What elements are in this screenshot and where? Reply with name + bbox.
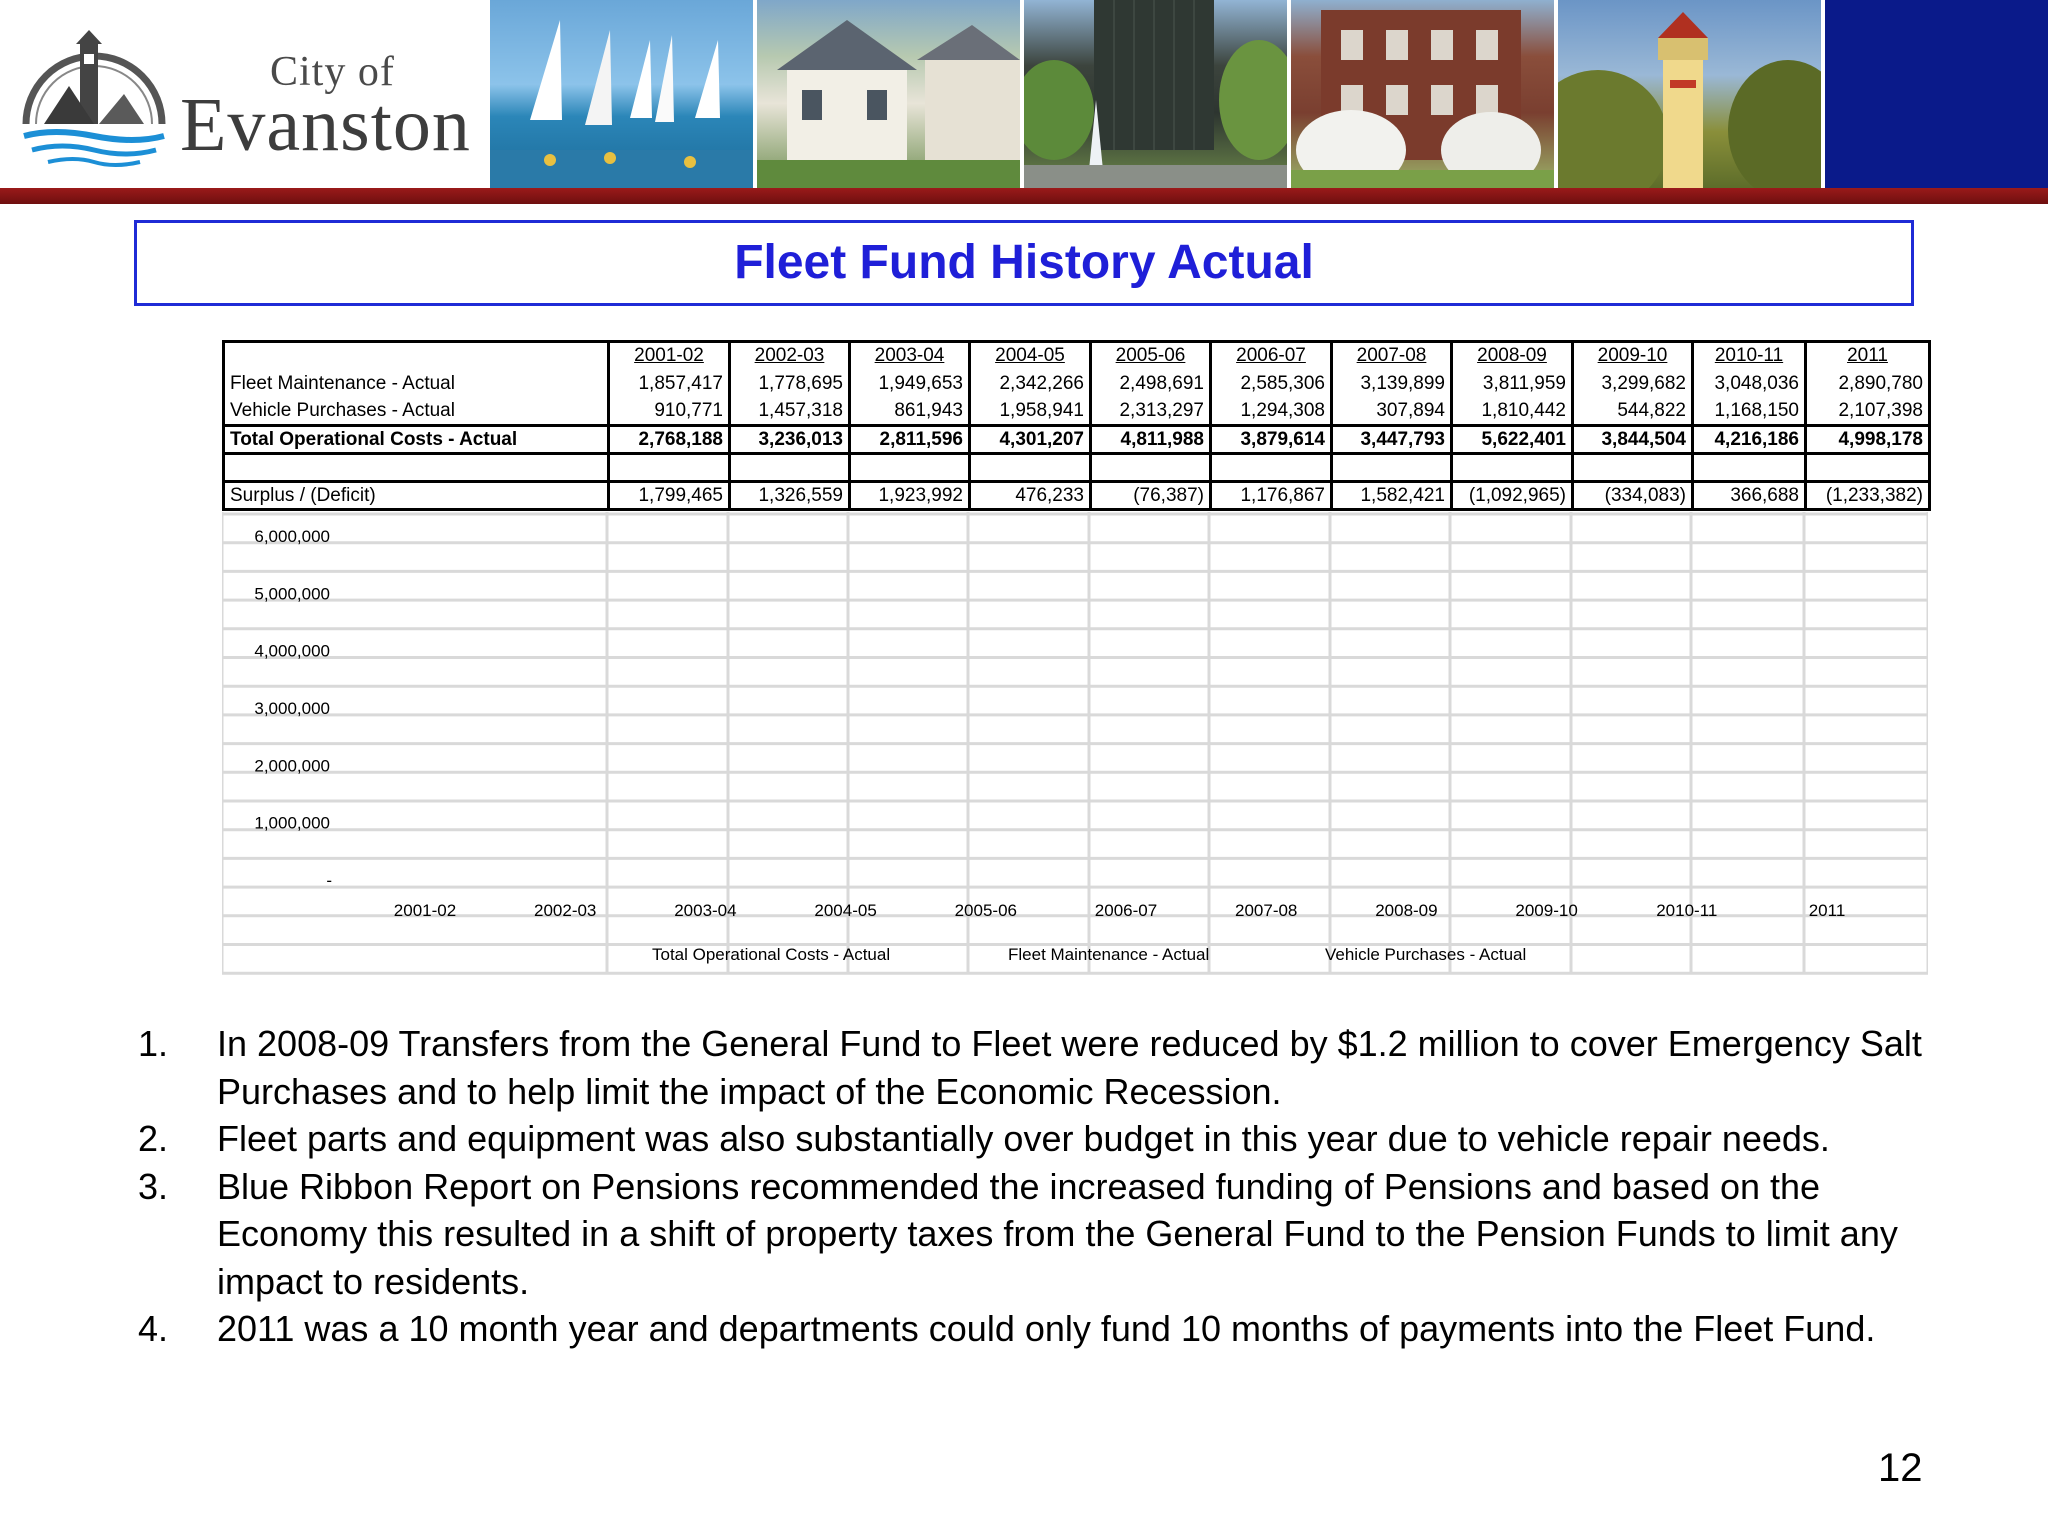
- year-header: 2005-06: [1091, 342, 1211, 370]
- houses-photo: [757, 0, 1020, 188]
- year-header: 2002-03: [730, 342, 850, 370]
- year-header: 2009-10: [1573, 342, 1693, 370]
- table-cell: (76,387): [1091, 482, 1211, 510]
- x-tick-label: 2011: [1808, 901, 1846, 920]
- table-cell: 3,879,614: [1211, 426, 1332, 454]
- table-cell: 1,326,559: [730, 482, 850, 510]
- table-cell: (1,233,382): [1806, 482, 1930, 510]
- x-tick-label: 2006-07: [1094, 901, 1158, 920]
- fleet-fund-table: [222, 340, 1931, 511]
- sailboats-photo: [490, 0, 753, 188]
- fleet-chart: [222, 512, 1928, 990]
- legend-entry: Vehicle Purchases - Actual: [1325, 945, 1527, 964]
- table-row-total: [224, 426, 1930, 454]
- table-cell: 1,857,417: [609, 370, 730, 398]
- page-title: Fleet Fund History Actual: [734, 236, 1314, 289]
- note-number: 4.: [138, 1308, 169, 1349]
- y-tick-label: 4,000,000: [254, 641, 330, 661]
- table-cell: 1,294,308: [1211, 398, 1332, 426]
- year-header: 2010-11: [1693, 342, 1806, 370]
- note-text: In 2008-09 Transfers from the General Fund to Fleet were reduced by $1.2 million to cover Emergency Salt Purchases and to help limit the impact of the Economic Recession.: [217, 1023, 1922, 1112]
- y-tick-label: -: [326, 871, 332, 890]
- x-tick-label: 2003-04: [674, 901, 737, 920]
- note-text: 2011 was a 10 month year and departments could only fund 10 months of payments into the Fleet Fund.: [217, 1308, 1876, 1349]
- table-cell: 1,923,992: [850, 482, 970, 510]
- logo-city-of: City of: [270, 49, 395, 95]
- navy-accent-block: [1825, 0, 2048, 188]
- y-tick-label: 1,000,000: [254, 813, 330, 833]
- row-label: Surplus / (Deficit): [224, 482, 609, 510]
- table-cell: 3,811,959: [1452, 370, 1573, 398]
- title-box: [134, 220, 1914, 306]
- table-header-row: [224, 342, 1930, 370]
- y-tick-label: 2,000,000: [254, 756, 330, 776]
- table-cell: 1,949,653: [850, 370, 970, 398]
- city-logo: [0, 0, 485, 188]
- table-cell: 2,313,297: [1091, 398, 1211, 426]
- note-item: [138, 1115, 1958, 1163]
- table-cell: 1,457,318: [730, 398, 850, 426]
- chart-svg: [222, 512, 1928, 990]
- table-cell: 3,139,899: [1332, 370, 1452, 398]
- year-header: 2004-05: [970, 342, 1091, 370]
- table-cell: 1,176,867: [1211, 482, 1332, 510]
- note-number: 1.: [138, 1023, 169, 1064]
- note-text: Fleet parts and equipment was also substantially over budget in this year due to vehicle repair needs.: [217, 1118, 1830, 1159]
- year-header: 2008-09: [1452, 342, 1573, 370]
- x-tick-label: 2010-11: [1656, 901, 1718, 920]
- note-number: 2.: [138, 1118, 169, 1159]
- x-tick-label: 2001-02: [393, 901, 457, 920]
- table-cell: 3,236,013: [730, 426, 850, 454]
- table-row-fleet-maintenance: [224, 370, 1930, 398]
- table-cell: 2,890,780: [1806, 370, 1930, 398]
- table-cell: 2,768,188: [609, 426, 730, 454]
- fleet-table-area: [222, 340, 1928, 511]
- lighthouse-logo-icon: [14, 24, 174, 174]
- table-cell: 544,822: [1573, 398, 1693, 426]
- logo-evanston: Evanston: [180, 83, 471, 167]
- table-cell: 5,622,401: [1452, 426, 1573, 454]
- table-cell: 2,498,691: [1091, 370, 1211, 398]
- note-item: [138, 1020, 1958, 1115]
- legend-entry: Total Operational Costs - Actual: [652, 945, 891, 964]
- table-cell: 366,688: [1693, 482, 1806, 510]
- table-row-surplus: [224, 482, 1930, 510]
- table-cell: 1,778,695: [730, 370, 850, 398]
- table-cell: 2,585,306: [1211, 370, 1332, 398]
- note-text: Blue Ribbon Report on Pensions recommended the increased funding of Pensions and based on the Economy this resulted in a shift of property taxes from the General Fund to the Pension Funds to limit any impact to residents.: [217, 1165, 1898, 1302]
- x-tick-label: 2002-03: [534, 901, 597, 920]
- table-cell: 1,958,941: [970, 398, 1091, 426]
- header-blank-cell: [224, 342, 609, 370]
- table-cell: 1,799,465: [609, 482, 730, 510]
- year-header: 2006-07: [1211, 342, 1332, 370]
- table-cell: 3,048,036: [1693, 370, 1806, 398]
- note-item: [138, 1163, 1958, 1306]
- x-tick-label: 2007-08: [1235, 901, 1298, 920]
- table-cell: 2,811,596: [850, 426, 970, 454]
- y-tick-label: 3,000,000: [254, 699, 330, 718]
- year-header: 2003-04: [850, 342, 970, 370]
- row-label: Vehicle Purchases - Actual: [224, 398, 609, 426]
- y-tick-label: 6,000,000: [254, 527, 330, 546]
- table-cell: 3,844,504: [1573, 426, 1693, 454]
- chart-legend: [652, 945, 1526, 964]
- tower-fountain-photo: [1024, 0, 1287, 188]
- table-cell: 1,810,442: [1452, 398, 1573, 426]
- table-cell: 4,216,186: [1693, 426, 1806, 454]
- page-number: 12: [1878, 1446, 1923, 1490]
- table-cell: (334,083): [1573, 482, 1693, 510]
- brick-building-photo: [1291, 0, 1554, 188]
- table-cell: 476,233: [970, 482, 1091, 510]
- x-tick-label: 2005-06: [954, 901, 1017, 920]
- x-tick-label: 2009-10: [1515, 901, 1578, 920]
- legend-entry: Fleet Maintenance - Actual: [1008, 945, 1210, 964]
- year-header: 2001-02: [609, 342, 730, 370]
- table-cell: (1,092,965): [1452, 482, 1573, 510]
- row-label: Total Operational Costs - Actual: [224, 426, 609, 454]
- note-item: [138, 1305, 1958, 1353]
- table-cell: 1,168,150: [1693, 398, 1806, 426]
- note-number: 3.: [138, 1165, 169, 1207]
- x-tick-label: 2004-05: [814, 901, 877, 920]
- lighthouse-photo: [1558, 0, 1821, 188]
- notes-list: [138, 1020, 1958, 1353]
- header-red-rule: [0, 188, 2048, 204]
- table-cell: 307,894: [1332, 398, 1452, 426]
- year-header: 2007-08: [1332, 342, 1452, 370]
- header-banner: [0, 0, 2048, 188]
- year-header: 2011: [1806, 342, 1930, 370]
- table-cell: 910,771: [609, 398, 730, 426]
- table-cell: 861,943: [850, 398, 970, 426]
- table-cell: 4,301,207: [970, 426, 1091, 454]
- table-cell: 1,582,421: [1332, 482, 1452, 510]
- table-cell: 2,342,266: [970, 370, 1091, 398]
- y-tick-label: 5,000,000: [254, 584, 330, 604]
- table-cell: 2,107,398: [1806, 398, 1930, 426]
- table-row-vehicle-purchases: [224, 398, 1930, 426]
- chart-y-tick-labels: [254, 527, 332, 890]
- x-tick-label: 2008-09: [1375, 901, 1438, 920]
- table-cell: 4,998,178: [1806, 426, 1930, 454]
- table-row-spacer: [224, 454, 1930, 482]
- table-cell: 3,299,682: [1573, 370, 1693, 398]
- table-cell: 4,811,988: [1091, 426, 1211, 454]
- row-label: Fleet Maintenance - Actual: [224, 370, 609, 398]
- table-cell: 3,447,793: [1332, 426, 1452, 454]
